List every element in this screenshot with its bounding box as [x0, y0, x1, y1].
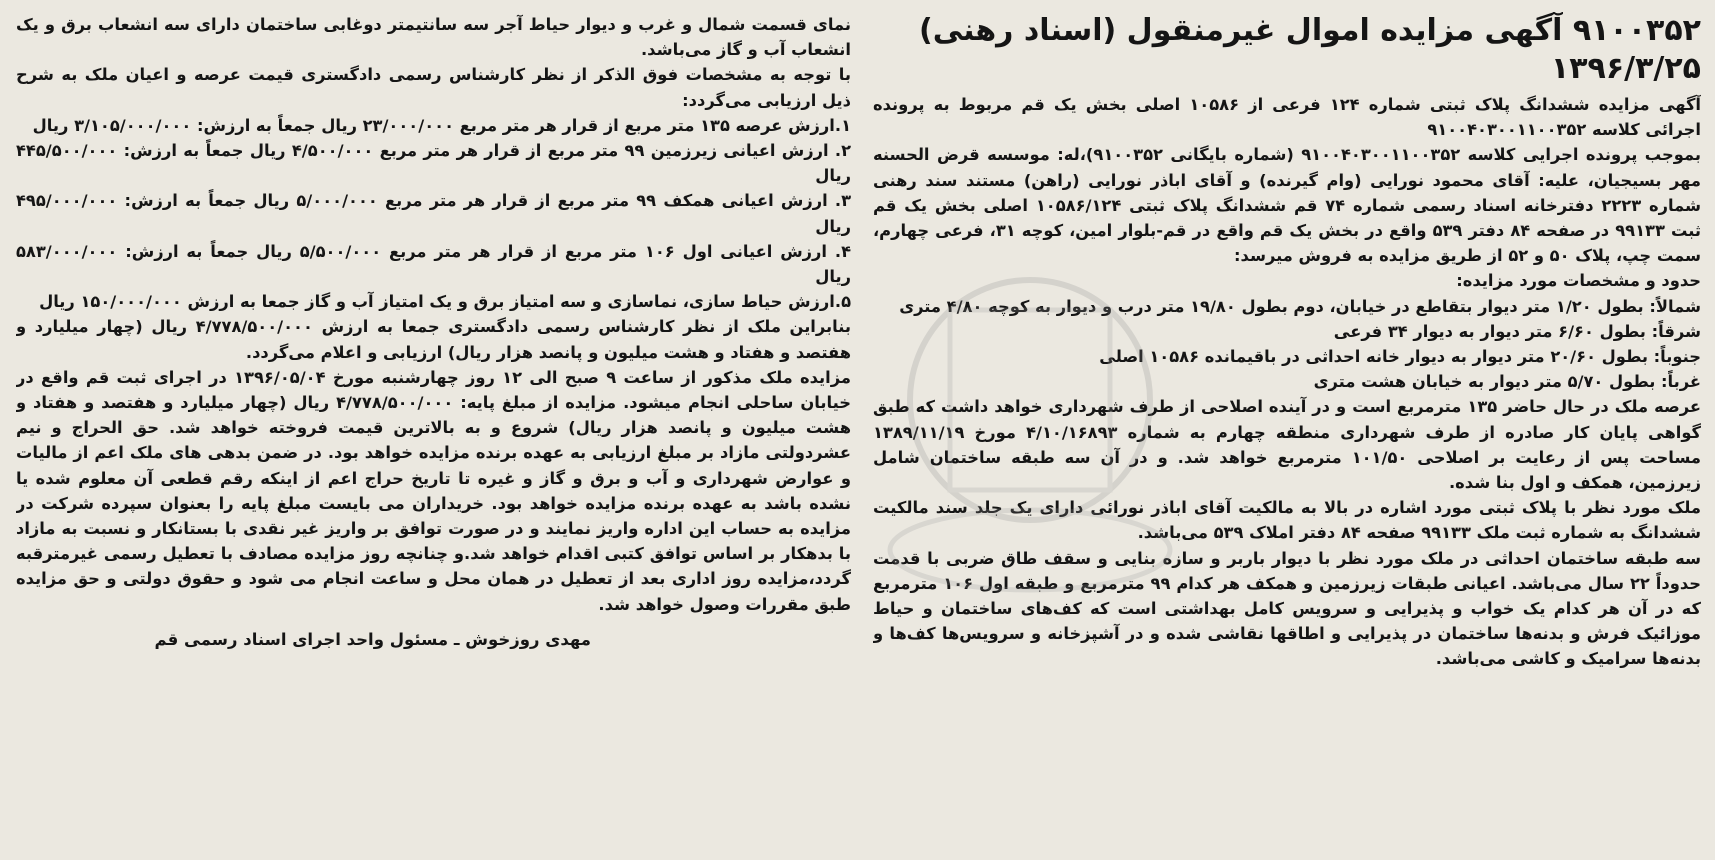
notice-paragraph: بموجب پرونده اجرایی کلاسه ۹۱۰۰۴۰۳۰۰۱۱۰۰۳۵۲ (شماره بایگانی ۹۱۰۰۳۵۲)،له: موسسه قرض الحسنه مهر بسیجیان، علیه: آقای محمود نورایی (وام گیرنده) و آقای اباذر نورایی (راهن) مستند سند رهنی شماره ۲۲۲۳ دفترخانه اسناد رسمی شماره ۷۴ قم ششدانگ پلاک ثبتی ۱۰۵۸۶/۱۲۴ اصلی بخش یک قم ثبت ۹۹۱۳۳ در صفحه ۸۴ دفتر ۵۳۹ واقع در بخش یک قم واقع در قم-بلوار امین، کوچه ۳۱، فرعی چهارم، سمت چپ، پلاک ۵۰ و ۵۲ از طریق مزایده به فروش میرسد:	[873, 145, 1701, 266]
valuation-item: ۵.ارزش حیاط سازی، نماسازی و سه امتیاز برق و یک امتیاز آب و گاز جمعا به ارزش ۱۵۰/۰۰۰/۰۰۰ ریال	[39, 292, 851, 312]
notice-column-left	[16, 12, 851, 850]
notice-paragraph: با توجه به مشخصات فوق الذکر از نظر کارشناس رسمی دادگستری قیمت عرصه و اعیان ملک به شرح ذیل ارزیابی می‌گردد:	[16, 65, 851, 110]
valuation-item: ۴. ارزش اعیانی اول ۱۰۶ متر مربع از قرار هر متر مربع ۵/۵۰۰/۰۰۰ ریال جمعاً به ارزش: ۵۸۳/۰۰۰/۰۰۰ ریال	[16, 241, 851, 287]
notice-title: ۹۱۰۰۳۵۲ آگهی مزایده اموال غیرمنقول (اسناد رهنی) ۱۳۹۶/۳/۲۵	[919, 13, 1701, 86]
boundaries-heading: حدود و مشخصات مورد مزایده:	[1456, 271, 1701, 291]
notice-paragraph: سه طبقه ساختمان احداثی در ملک مورد نظر با دیوار باربر و سازه بنایی و سقف طاق ضربی با قدمت حدوداً ۲۲ سال می‌باشد. اعیانی طبقات زیرزمین و همکف هر کدام ۹۹ مترمربع و طبقه اول ۱۰۶ مترمربع که در آن هر کدام یک خواب و پذیرایی و سرویس کامل بهداشتی است که کف‌های ساختمان و حیاط موزائیک فرش و بدنه‌ها ساختمان در پذیرایی و اطاقها نقاشی شده و در آشپزخانه و سرویس‌ها کف‌ها و بدنه‌ها سرامیک و کاشی می‌باشد.	[873, 548, 1701, 669]
notice-paragraph: نمای قسمت شمال و غرب و دیوار حیاط آجر سه سانتیمتر دوغابی ساختمان دارای سه انشعاب برق و یک انشعاب آب و گاز می‌باشد.	[16, 15, 851, 60]
boundary-east: شرقاً: بطول ۶/۶۰ متر دیوار به دیوار ۳۴ فرعی	[1333, 321, 1701, 341]
notice-paragraph: مزایده ملک مذکور از ساعت ۹ صبح الی ۱۲ روز چهارشنبه مورخ ۱۳۹۶/۰۵/۰۴ در اجرای ثبت قم واقع در خیابان ساحلی انجام میشود. مزایده از مبلغ پایه: ۴/۷۷۸/۵۰۰/۰۰۰ ریال (چهار میلیارد و هفتصد و هفتاد و هشت میلیون و پانصد هزار ریال) شروع و به بالاترین قیمت فروخته خواهد شد. حق الحراج و نیم عشردولتی مازاد بر مبلغ ارزیابی به عهده برنده مزایده خواهد بود. در ضمن بدهی های ملک اعم از مالیات و عوارض شهرداری و آب و برق و گاز و غیره تا تاریخ حراج اعم از اینکه رقم قطعی آن معلوم شده یا نشده باشد به عهده برنده مزایده خواهد بود. خریداران می بایست مبلغ پایه را بعنوان سپرده شرکت در مزایده به حساب این اداره واریز نمایند و در صورت توافق بر واریز غیر نقدی با بستانکار و نسبت به مازاد با بدهکار بر اساس توافق کتبی اقدام خواهد شد.و چنانچه روز مزایده مصادف با تعطیل رسمی غیرمترقبه گردد،مزایده روز اداری بعد از تعطیل در همان محل و ساعت انجام می شود و حقوق دولتی و حق مزایده طبق مقررات وصول خواهد شد.	[16, 367, 851, 614]
notice-paragraph: عرصه ملک در حال حاضر ۱۳۵ مترمربع است و در آینده اصلاحی از طرف شهرداری خواهد داشت که طبق گواهی پایان کار صادره از طرف شهرداری منطقه چهارم به شماره ۴/۱۰/۱۶۸۹۳ مورخ ۱۳۸۹/۱۱/۱۹ مساحت پس از رعایت بر اصلاحی ۱۰۱/۵۰ مترمربع خواهد شد. و در آن سه طبقه ساختمان شامل زیرزمین، همکف و اول بنا شده.	[873, 397, 1701, 493]
notice-paragraph: آگهی مزایده ششدانگ پلاک ثبتی شماره ۱۲۴ فرعی از ۱۰۵۸۶ اصلی بخش یک قم مربوط به پرونده اجرائی کلاسه ۹۱۰۰۴۰۳۰۰۱۱۰۰۳۵۲	[873, 95, 1701, 140]
valuation-item: ۱.ارزش عرصه ۱۳۵ متر مربع از قرار هر متر مربع ۲۳/۰۰۰/۰۰۰ ریال جمعاً به ارزش: ۳/۱۰۵/۰۰۰/۰۰۰ ریال	[32, 115, 851, 135]
notice-column-right	[873, 12, 1701, 850]
valuation-item: ۳. ارزش اعیانی همکف ۹۹ متر مربع از قرار هر متر مربع ۵/۰۰۰/۰۰۰ ریال جمعاً به ارزش: ۴۹۵/۰۰۰/۰۰۰ ریال	[16, 191, 851, 236]
valuation-list	[16, 113, 851, 315]
boundary-south: جنوباً: بطول ۲۰/۶۰ متر دیوار به دیوار خانه احداثی در باقیمانده ۱۰۵۸۶ اصلی	[1099, 347, 1701, 367]
valuation-item: ۲. ارزش اعیانی زیرزمین ۹۹ متر مربع از قرار هر متر مربع ۴/۵۰۰/۰۰۰ ریال جمعاً به ارزش: ۴۴۵/۵۰۰/۰۰۰ ریال	[16, 141, 851, 186]
notice-paragraph: بنابراین ملک از نظر کارشناس رسمی دادگستری جمعا به ارزش ۴/۷۷۸/۵۰۰/۰۰۰ ریال (چهار میلیارد و هفتصد و هفتاد و هشت میلیون و پانصد هزار ریال) ارزیابی و اعلام می‌گردد.	[16, 317, 851, 362]
notice-paragraph: ملک مورد نظر با پلاک ثبتی مورد اشاره در بالا به مالکیت آقای اباذر نورائی دارای یک جلد سند مالکیت ششدانگ به شماره ثبت ملک ۹۹۱۳۳ صفحه ۸۴ دفتر املاک ۵۳۹ می‌باشد.	[873, 498, 1701, 543]
boundary-west: غرباً: بطول ۵/۷۰ متر دیوار به خیابان هشت متری	[1313, 372, 1701, 392]
signature: مهدی روزخوش ـ مسئول واحد اجرای اسناد رسمی قم	[154, 629, 591, 649]
boundary-north: شمالاً: بطول ۱/۲۰ متر دیوار بتقاطع در خیابان، دوم بطول ۱۹/۸۰ متر درب و دیوار به کوچه ۴/۸۰ متری	[899, 296, 1701, 316]
